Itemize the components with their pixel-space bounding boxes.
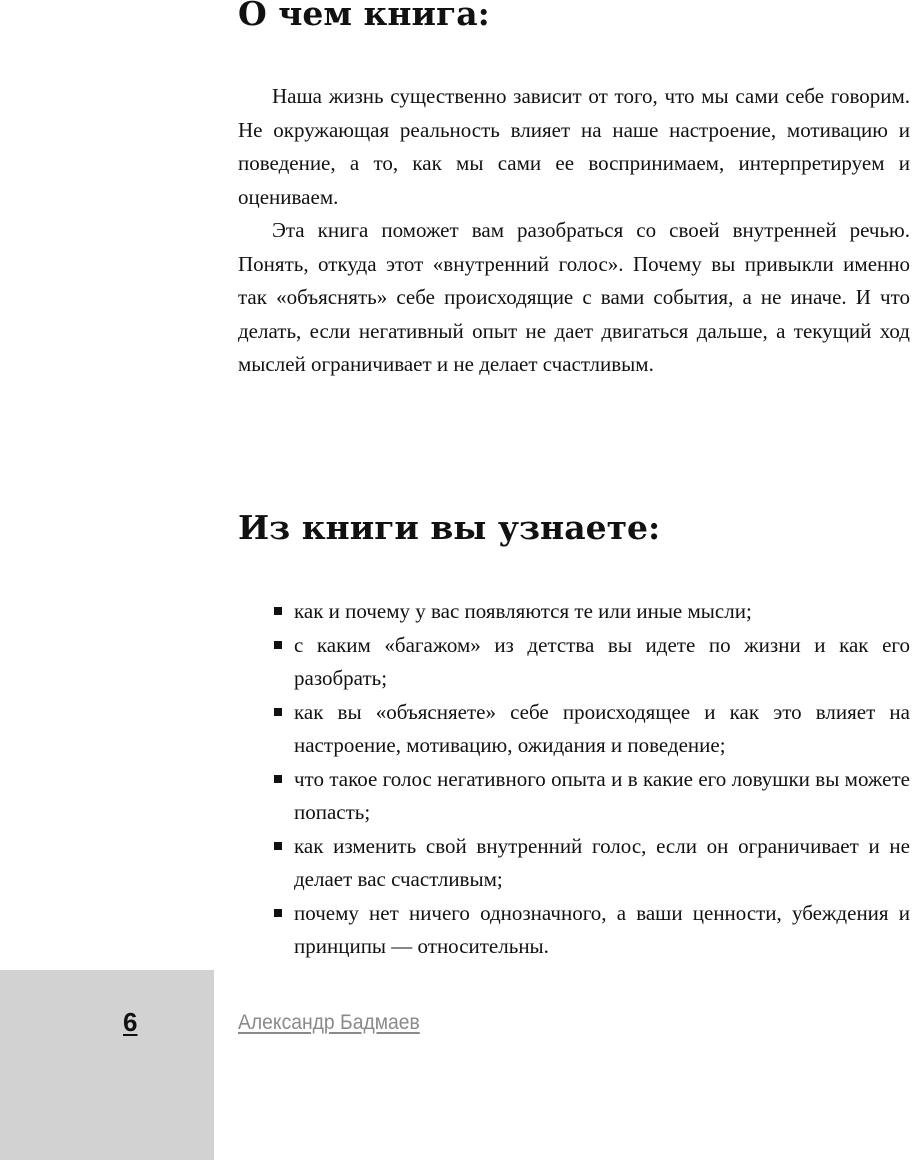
square-bullet-icon bbox=[274, 607, 282, 615]
square-bullet-icon bbox=[274, 842, 282, 850]
author-name: Александр Бадмаев bbox=[238, 1011, 420, 1034]
about-paragraph-2: Эта книга поможет вам разобраться со своей внутренней речью. Понять, откуда этот «внутренний голос». Почему вы привыкли именно так «объяснять» себе происходящие с вами события, а не иначе. И что делать, если негативный опыт не дает двигаться дальше, а текущий ход мыслей ограничивает и не делает счастливым. bbox=[238, 218, 910, 376]
learn-list bbox=[238, 595, 910, 964]
list-item-text: с каким «багажом» из детства вы идете по жизни и как его разобрать; bbox=[294, 632, 910, 690]
square-bullet-icon bbox=[274, 909, 282, 917]
list-item bbox=[238, 696, 910, 763]
list-item-text: как изменить свой внутренний голос, если он ограничивает и не делает вас счастливым; bbox=[294, 833, 910, 891]
list-item-text: почему нет ничего однозначного, а ваши ценности, убеждения и принципы — относительны. bbox=[294, 900, 910, 958]
about-paragraph-1: Наша жизнь существенно зависит от того, что мы сами себе говорим. Не окружающая реальность влияет на наше настроение, мотивацию и поведение, а то, как мы сами ее воспринимаем, интерпретируем и оцениваем. bbox=[238, 84, 910, 209]
list-item bbox=[238, 629, 910, 696]
square-bullet-icon bbox=[274, 708, 282, 716]
section-heading-about: О чем книга: bbox=[238, 0, 490, 33]
list-item bbox=[238, 830, 910, 897]
footer-gray-panel bbox=[0, 970, 214, 1160]
list-item bbox=[238, 763, 910, 830]
list-item-text: как и почему у вас появляются те или иные мысли; bbox=[294, 599, 752, 623]
page-number: 6 bbox=[123, 1007, 138, 1037]
list-item-text: как вы «объясняете» себе происходящее и как это влияет на настроение, мотивацию, ожидания и поведение; bbox=[294, 699, 910, 757]
list-item bbox=[238, 897, 910, 964]
list-item bbox=[238, 595, 910, 629]
section-heading-learn: Из книги вы узнаете: bbox=[238, 508, 661, 547]
list-item-text: что такое голос негативного опыта и в какие его ловушки вы можете попасть; bbox=[294, 766, 910, 824]
square-bullet-icon bbox=[274, 775, 282, 783]
square-bullet-icon bbox=[274, 641, 282, 649]
